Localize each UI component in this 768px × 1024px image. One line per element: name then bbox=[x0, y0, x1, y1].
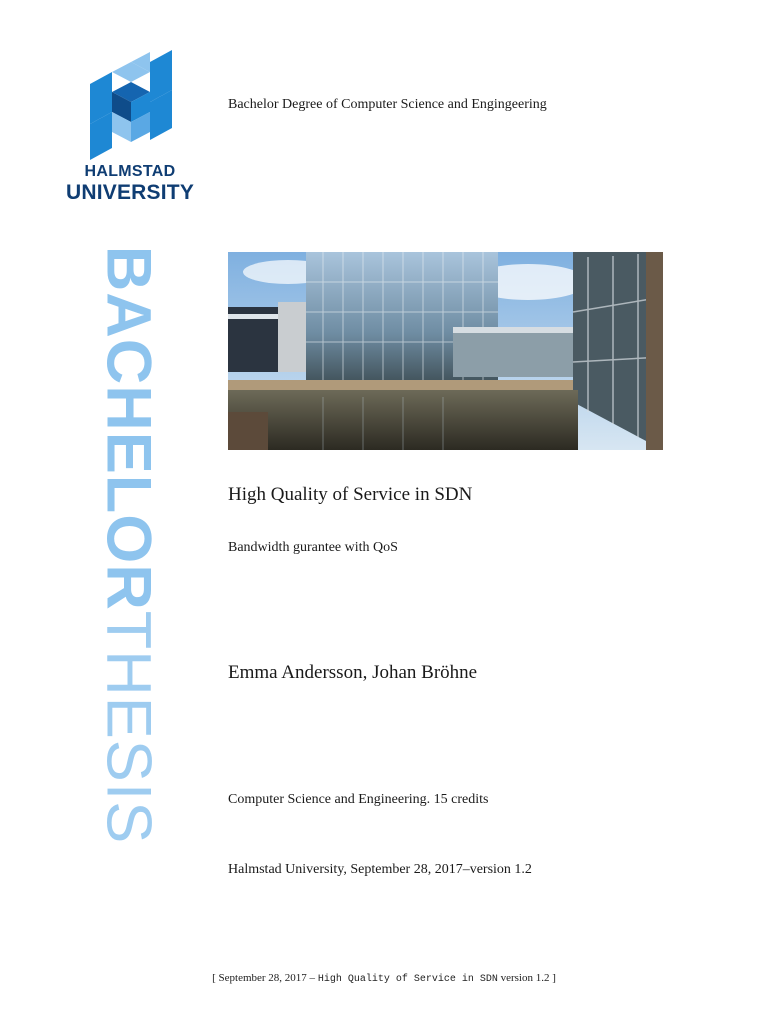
footer-close-bracket: ] bbox=[552, 972, 556, 984]
footer-version: version 1.2 bbox=[500, 972, 550, 984]
vertical-word-bachelor: BACHELOR bbox=[93, 245, 164, 611]
page-footer bbox=[0, 972, 768, 985]
footer-date: September 28, 2017 – bbox=[218, 972, 316, 984]
logo-text-halmstad: HALMSTAD bbox=[84, 163, 176, 180]
thesis-subtitle: Bandwidth gurantee with QoS bbox=[228, 540, 398, 555]
degree-heading: Bachelor Degree of Computer Science and Engingeering bbox=[228, 97, 547, 112]
campus-building-photo bbox=[228, 252, 663, 450]
thesis-program: Computer Science and Engineering. 15 credits bbox=[228, 792, 489, 807]
footer-title: High Quality of Service in SDN bbox=[317, 974, 498, 985]
vertical-word-thesis: THESIS bbox=[93, 610, 164, 845]
thesis-authors: Emma Andersson, Johan Bröhne bbox=[228, 662, 478, 683]
thesis-title: High Quality of Service in SDN bbox=[228, 484, 473, 505]
halmstad-logo-icon bbox=[86, 50, 176, 160]
footer-open-bracket: [ bbox=[212, 972, 216, 984]
logo-text-university: UNIVERSITY bbox=[66, 181, 195, 204]
university-logo bbox=[66, 50, 194, 202]
thesis-place-date: Halmstad University, September 28, 2017–version 1.2 bbox=[228, 862, 532, 877]
